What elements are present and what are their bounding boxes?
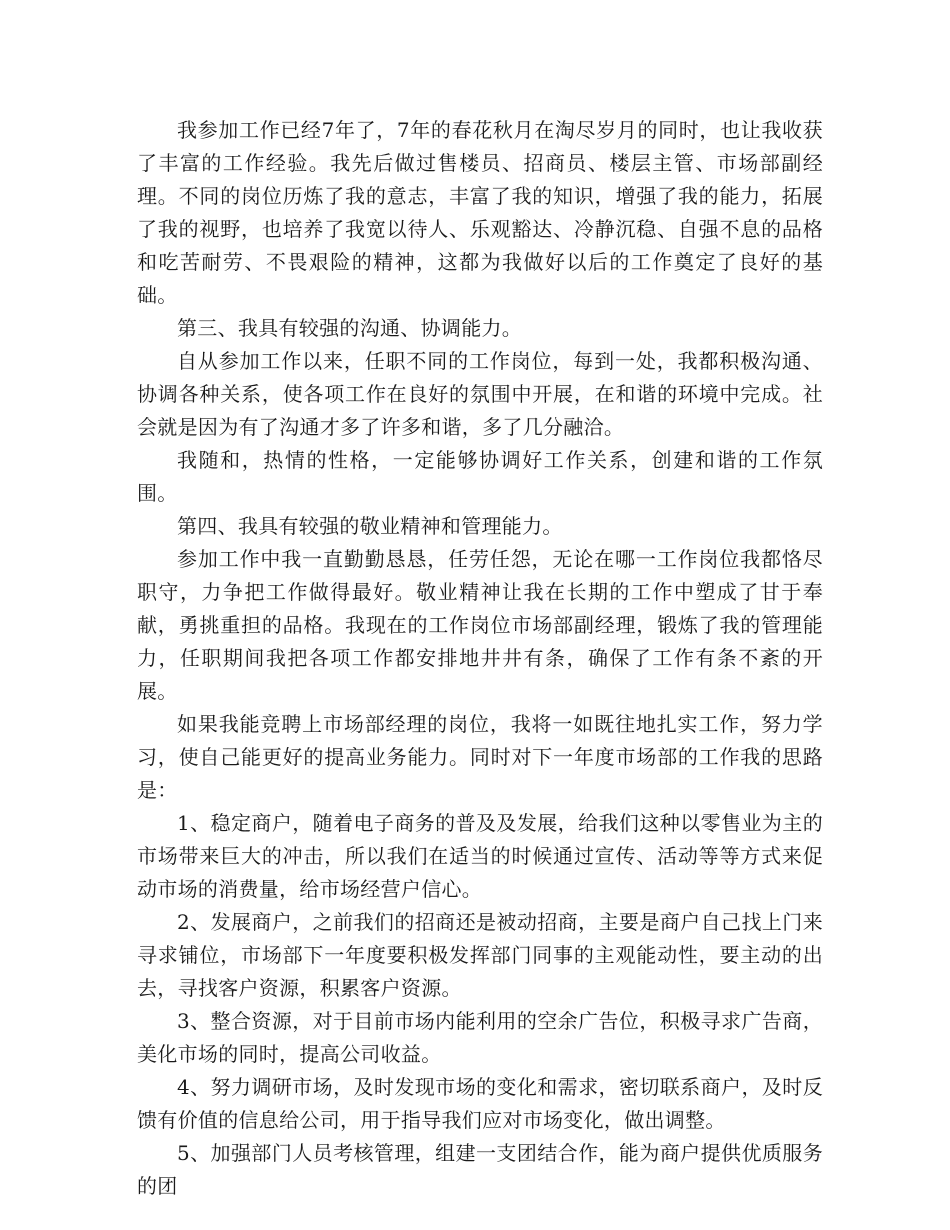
paragraph-communication: 自从参加工作以来，任职不同的工作岗位，每到一处，我都积极沟通、协调各种关系，使各项工作在良好的氛围中开展，在和谐的环境中完成。社会就是因为有了沟通才多了许多和谐，多了几分融洽。 xyxy=(137,349,823,439)
paragraph-dedication: 参加工作中我一直勤勤恳恳，任劳任怨，无论在哪一工作岗位我都恪尽职守，力争把工作做得最好。敬业精神让我在长期的工作中塑成了甘于奉献，勇挑重担的品格。我现在的工作岗位市场部副经理，锻炼了我的管理能力，任职期间我把各项工作都安排地井井有条，确保了工作有条不紊的开展。 xyxy=(137,547,823,703)
paragraph-experience: 我参加工作已经7年了，7年的春花秋月在淘尽岁月的同时，也让我收获了丰富的工作经验。我先后做过售楼员、招商员、楼层主管、市场部副经理。不同的岗位历炼了我的意志，丰富了我的知识，增强了我的能力，拓展了我的视野，也培养了我宽以待人、乐观豁达、冷静沉稳、自强不息的品格和吃苦耐劳、不畏艰险的精神，这都为我做好以后的工作奠定了良好的基础。 xyxy=(137,118,823,307)
paragraph-heading-communication: 第三、我具有较强的沟通、协调能力。 xyxy=(177,316,523,340)
paragraph-plan-item-2: 2、发展商户，之前我们的招商还是被动招商，主要是商户自己找上门来寻求铺位，市场部下一年度要积极发挥部门同事的主观能动性，要主动的出去，寻找客户资源，积累客户资源。 xyxy=(137,910,823,1000)
paragraph-heading-dedication: 第四、我具有较强的敬业精神和管理能力。 xyxy=(177,514,563,538)
paragraph-personality: 我随和，热情的性格，一定能够协调好工作关系，创建和谐的工作氛围。 xyxy=(137,448,823,505)
document-body xyxy=(137,114,823,1203)
paragraph-plan-item-5: 5、加强部门人员考核管理，组建一支团结合作，能为商户提供优质服务的团 xyxy=(137,1141,823,1198)
paragraph-plan-intro: 如果我能竞聘上市场部经理的岗位，我将一如既往地扎实工作，努力学习，使自己能更好的提高业务能力。同时对下一年度市场部的工作我的思路是： xyxy=(137,712,823,802)
paragraph-plan-item-3: 3、整合资源，对于目前市场内能利用的空余广告位，积极寻求广告商，美化市场的同时，提高公司收益。 xyxy=(137,1009,823,1066)
paragraph-plan-item-4: 4、努力调研市场，及时发现市场的变化和需求，密切联系商户，及时反馈有价值的信息给公司，用于指导我们应对市场变化，做出调整。 xyxy=(137,1075,823,1132)
paragraph-plan-item-1: 1、稳定商户，随着电子商务的普及及发展，给我们这种以零售业为主的市场带来巨大的冲击，所以我们在适当的时候通过宣传、活动等等方式来促动市场的消费量，给市场经营户信心。 xyxy=(137,811,823,901)
